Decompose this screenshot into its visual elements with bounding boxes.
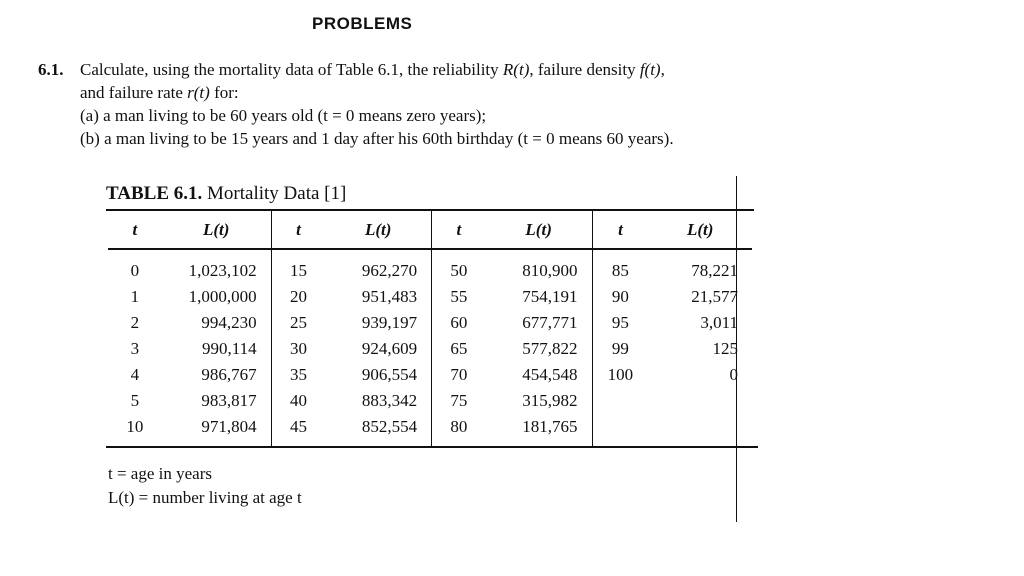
header-t: t bbox=[108, 211, 162, 249]
header-t: t bbox=[432, 211, 486, 249]
failure-density-symbol: f(t) bbox=[639, 60, 661, 79]
cell-living-count: 3,011 bbox=[700, 313, 738, 332]
cell-living-count: 125 bbox=[712, 339, 738, 358]
cell-age: 55 bbox=[450, 287, 468, 306]
table-row bbox=[108, 310, 752, 336]
cell-living-count: 1,000,000 bbox=[162, 284, 271, 310]
cell-age: 10 bbox=[126, 417, 144, 436]
cell-age: 45 bbox=[289, 417, 307, 436]
table-label: TABLE 6.1. bbox=[106, 183, 203, 204]
problem-line-2 bbox=[80, 81, 239, 104]
cell-age: 2 bbox=[130, 313, 140, 332]
table-row bbox=[108, 362, 752, 388]
footnote-lt-definition: L(t) = number living at age t bbox=[108, 488, 302, 507]
problem-part-a: (a) a man living to be 60 years old (t = 0 means zero years); bbox=[80, 106, 487, 125]
reliability-symbol: R(t) bbox=[502, 60, 530, 79]
cell-living-count: 852,554 bbox=[325, 414, 431, 446]
cell-living-count: 577,822 bbox=[486, 336, 592, 362]
header-lt: L(t) bbox=[486, 211, 592, 249]
problem-line-2-end: for: bbox=[209, 83, 239, 102]
cell-age: 70 bbox=[450, 365, 468, 384]
cell-living-count: 315,982 bbox=[486, 388, 592, 414]
cell-living-count: 21,577 bbox=[691, 287, 738, 306]
problem-part-b: (b) a man living to be 15 years and 1 day after his 60th birthday (t = 0 means 60 years). bbox=[80, 129, 674, 148]
table-title: Mortality Data [1] bbox=[207, 183, 347, 204]
header-lt: L(t) bbox=[648, 211, 752, 249]
cell-living-count: 1,023,102 bbox=[162, 249, 271, 284]
cell-age bbox=[592, 388, 648, 414]
table-footnote bbox=[108, 462, 302, 510]
footnote-t-definition: t = age in years bbox=[108, 464, 212, 483]
cell-age: 25 bbox=[289, 313, 307, 332]
cell-age bbox=[592, 414, 648, 446]
cell-living-count: 986,767 bbox=[162, 362, 271, 388]
table-row bbox=[108, 284, 752, 310]
section-heading: PROBLEMS bbox=[312, 14, 413, 33]
cell-age: 5 bbox=[130, 391, 140, 410]
table-row bbox=[108, 336, 752, 362]
cell-living-count: 983,817 bbox=[162, 388, 271, 414]
cell-living-count: 994,230 bbox=[162, 310, 271, 336]
cell-age: 90 bbox=[611, 287, 629, 306]
problem-line-2-text: and failure rate bbox=[80, 83, 188, 102]
cell-living-count: 951,483 bbox=[325, 284, 431, 310]
cell-living-count: 677,771 bbox=[486, 310, 592, 336]
cell-age: 80 bbox=[450, 417, 468, 436]
cell-living-count: 939,197 bbox=[325, 310, 431, 336]
cell-age: 40 bbox=[289, 391, 307, 410]
cell-age: 95 bbox=[611, 313, 629, 332]
cell-living-count: 78,221 bbox=[691, 261, 738, 280]
table-caption bbox=[106, 183, 346, 205]
cell-living-count: 990,114 bbox=[162, 336, 271, 362]
cell-living-count: 883,342 bbox=[325, 388, 431, 414]
cell-age: 65 bbox=[450, 339, 468, 358]
table-header-row bbox=[108, 211, 752, 249]
header-lt: L(t) bbox=[162, 211, 271, 249]
problem-line-1-mid: , failure density bbox=[529, 60, 640, 79]
cell-age: 75 bbox=[450, 391, 468, 410]
cell-age: 50 bbox=[450, 261, 468, 280]
problem-line-1-end: , bbox=[660, 60, 665, 79]
cell-age: 85 bbox=[611, 261, 629, 280]
cell-age: 100 bbox=[607, 365, 634, 384]
cell-age: 60 bbox=[450, 313, 468, 332]
failure-rate-symbol: r(t) bbox=[187, 83, 210, 102]
header-t: t bbox=[271, 211, 325, 249]
cell-age: 30 bbox=[289, 339, 307, 358]
table-row bbox=[108, 414, 752, 446]
header-lt: L(t) bbox=[325, 211, 431, 249]
cell-age: 20 bbox=[289, 287, 307, 306]
cell-age: 35 bbox=[289, 365, 307, 384]
table-row bbox=[108, 388, 752, 414]
cell-age: 15 bbox=[289, 261, 307, 280]
cell-living-count: 971,804 bbox=[162, 414, 271, 446]
cell-living-count: 924,609 bbox=[325, 336, 431, 362]
cell-living-count: 962,270 bbox=[325, 249, 431, 284]
cell-living-count: 906,554 bbox=[325, 362, 431, 388]
cell-age: 4 bbox=[130, 365, 140, 384]
cell-living-count: 181,765 bbox=[486, 414, 592, 446]
cell-living-count: 810,900 bbox=[486, 249, 592, 284]
cell-living-count: 754,191 bbox=[486, 284, 592, 310]
cell-age: 99 bbox=[611, 339, 629, 358]
cell-living-count: 0 bbox=[729, 365, 738, 384]
problem-number: 6.1. bbox=[38, 60, 64, 79]
header-t: t bbox=[592, 211, 648, 249]
cell-living-count bbox=[648, 388, 752, 414]
cell-age: 3 bbox=[130, 339, 140, 358]
cell-living-count bbox=[648, 414, 752, 446]
table-bottom-rule bbox=[106, 446, 758, 448]
mortality-table bbox=[108, 211, 752, 446]
problem-line-1 bbox=[80, 58, 665, 81]
cell-age: 1 bbox=[130, 287, 140, 306]
table-row bbox=[108, 249, 752, 284]
cell-age: 0 bbox=[130, 261, 140, 280]
problem-line-1-text: Calculate, using the mortality data of Table 6.1, the reliability bbox=[80, 60, 503, 79]
cell-living-count: 454,548 bbox=[486, 362, 592, 388]
